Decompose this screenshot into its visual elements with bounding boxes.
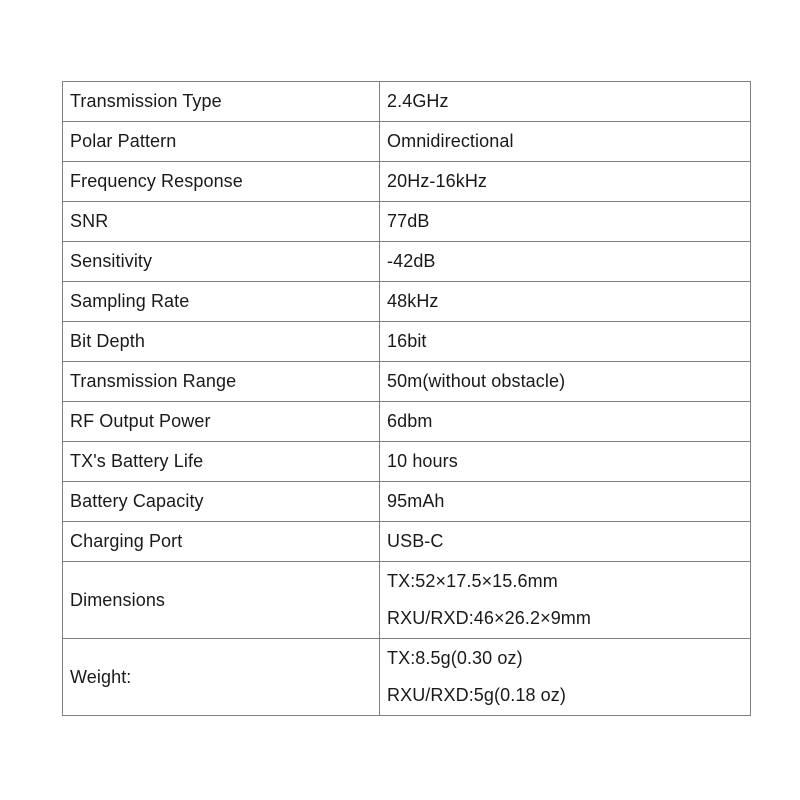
specifications-table [62,81,751,716]
spec-value-cell: 16bit [380,322,751,362]
spec-label-cell: Polar Pattern [63,122,380,162]
spec-value-cell: USB-C [380,522,751,562]
spec-label-cell: SNR [63,202,380,242]
spec-label-cell: TX's Battery Life [63,442,380,482]
spec-value-cell: 6dbm [380,402,751,442]
table-row [63,362,751,402]
table-row [63,639,751,716]
table-row [63,522,751,562]
spec-label-cell: RF Output Power [63,402,380,442]
spec-label-cell: Battery Capacity [63,482,380,522]
table-row [63,482,751,522]
spec-value-cell: 77dB [380,202,751,242]
table-row [63,442,751,482]
spec-value-cell: 2.4GHz [380,82,751,122]
spec-label-cell: Dimensions [63,562,380,639]
spec-value-line: RXU/RXD:46×26.2×9mm [387,608,591,628]
spec-value-cell: 20Hz-16kHz [380,162,751,202]
spec-value-line: TX:52×17.5×15.6mm [387,571,558,591]
spec-value-cell: 50m(without obstacle) [380,362,751,402]
table-row [63,82,751,122]
table-row [63,242,751,282]
table-row [63,322,751,362]
spec-value-cell: -42dB [380,242,751,282]
spec-label-cell: Transmission Range [63,362,380,402]
table-row [63,162,751,202]
table-row [63,282,751,322]
spec-value-cell: 48kHz [380,282,751,322]
spec-label-cell: Frequency Response [63,162,380,202]
table-row [63,562,751,639]
table-row [63,402,751,442]
spec-value-cell: 95mAh [380,482,751,522]
spec-label-cell: Weight: [63,639,380,716]
spec-label-cell: Sensitivity [63,242,380,282]
spec-value-cell [380,639,751,716]
spec-value-cell [380,562,751,639]
spec-label-cell: Charging Port [63,522,380,562]
table-row [63,122,751,162]
spec-label-cell: Transmission Type [63,82,380,122]
spec-value-cell: 10 hours [380,442,751,482]
spec-value-line: TX:8.5g(0.30 oz) [387,648,523,668]
spec-table-body [63,82,751,716]
spec-value-cell: Omnidirectional [380,122,751,162]
spec-value-line: RXU/RXD:5g(0.18 oz) [387,685,566,705]
spec-label-cell: Sampling Rate [63,282,380,322]
spec-label-cell: Bit Depth [63,322,380,362]
table-row [63,202,751,242]
